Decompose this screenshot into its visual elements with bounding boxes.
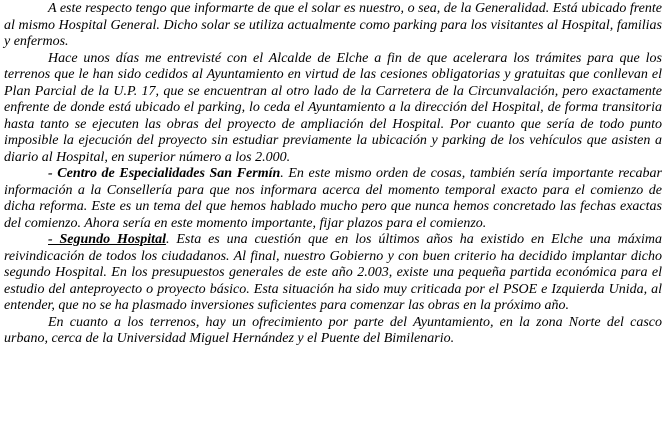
paragraph-segundo-hospital [4,232,662,315]
paragraph-text: . Esta es una cuestión que en los últimos años ha existido en Elche una máxima reivindicación de todos los ciudadanos. Al final, nuestro Gobierno y con buen criterio ha decidido implantar dicho segundo Hospital. En los presupuestos generales de este año 2.003, existe una pequeña partida económica para el estudio del anteproyecto o proyecto básico. Esta situación ha sido muy criticada por el PSOE e Izquierda Unida, al entender, que no se ha plasmado inversiones suficientes para comenzar las obras en la próximo año. [4,232,662,313]
section-heading-segundo-hospital: - Segundo Hospital [48,232,166,247]
paragraph-alcalde [4,51,662,167]
paragraph-text: Hace unos días me entrevisté con el Alcalde de Elche a fin de que acelerara los trámites para que los terrenos que le han sido cedidos al Ayuntamiento en virtud de las cesiones obligatorias y gratuitas que conllevan el Plan Parcial de la U.P. 17, que se encuentran al otro lado de la Carretera de la Circunvalación, pero exactamente enfrente de donde está ubicado el parking, lo ceda el Ayuntamiento a la dirección del Hospital, de forma transitoria hasta tanto se ejecuten las obras del proyecto de ampliación del Hospital. Por cuanto que sería de todo punto imposible la ejecución del proyecto sin estudiar previamente la ubicación y parking de los vehículos que asisten a diario al Hospital, en superior número a los 2.000. [4,50,662,165]
paragraph-terrenos [4,315,662,348]
paragraph-text: A este respecto tengo que informarte de que el solar es nuestro, o sea, de la Generalidad. Está ubicado frente al mismo Hospital General. Dicho solar se utiliza actualmente como parking para los visitantes al Hospital, familias y enfermos. [4,1,662,49]
paragraph-centro-especialidades [4,166,662,232]
paragraph-text: . En este mismo orden de cosas, también sería importante recabar información a la Consellería para que nos informara acerca del momento temporal exacto para el comienzo de dicha reforma. Este es un tema del que hemos hablado mucho pero que nunca hemos concretado las fechas exactas del comienzo. Ahora sería en este momento importante, fijar plazos para el comienzo. [4,166,662,231]
section-heading-centro-especialidades: - Centro de Especialidades San Fermín [48,166,281,181]
paragraph-solar [4,1,662,51]
paragraph-text: En cuanto a los terrenos, hay un ofrecimiento por parte del Ayuntamiento, en la zona Norte del casco urbano, cerca de la Universidad Miguel Hernández y el Puente del Bimilenario. [4,314,662,346]
